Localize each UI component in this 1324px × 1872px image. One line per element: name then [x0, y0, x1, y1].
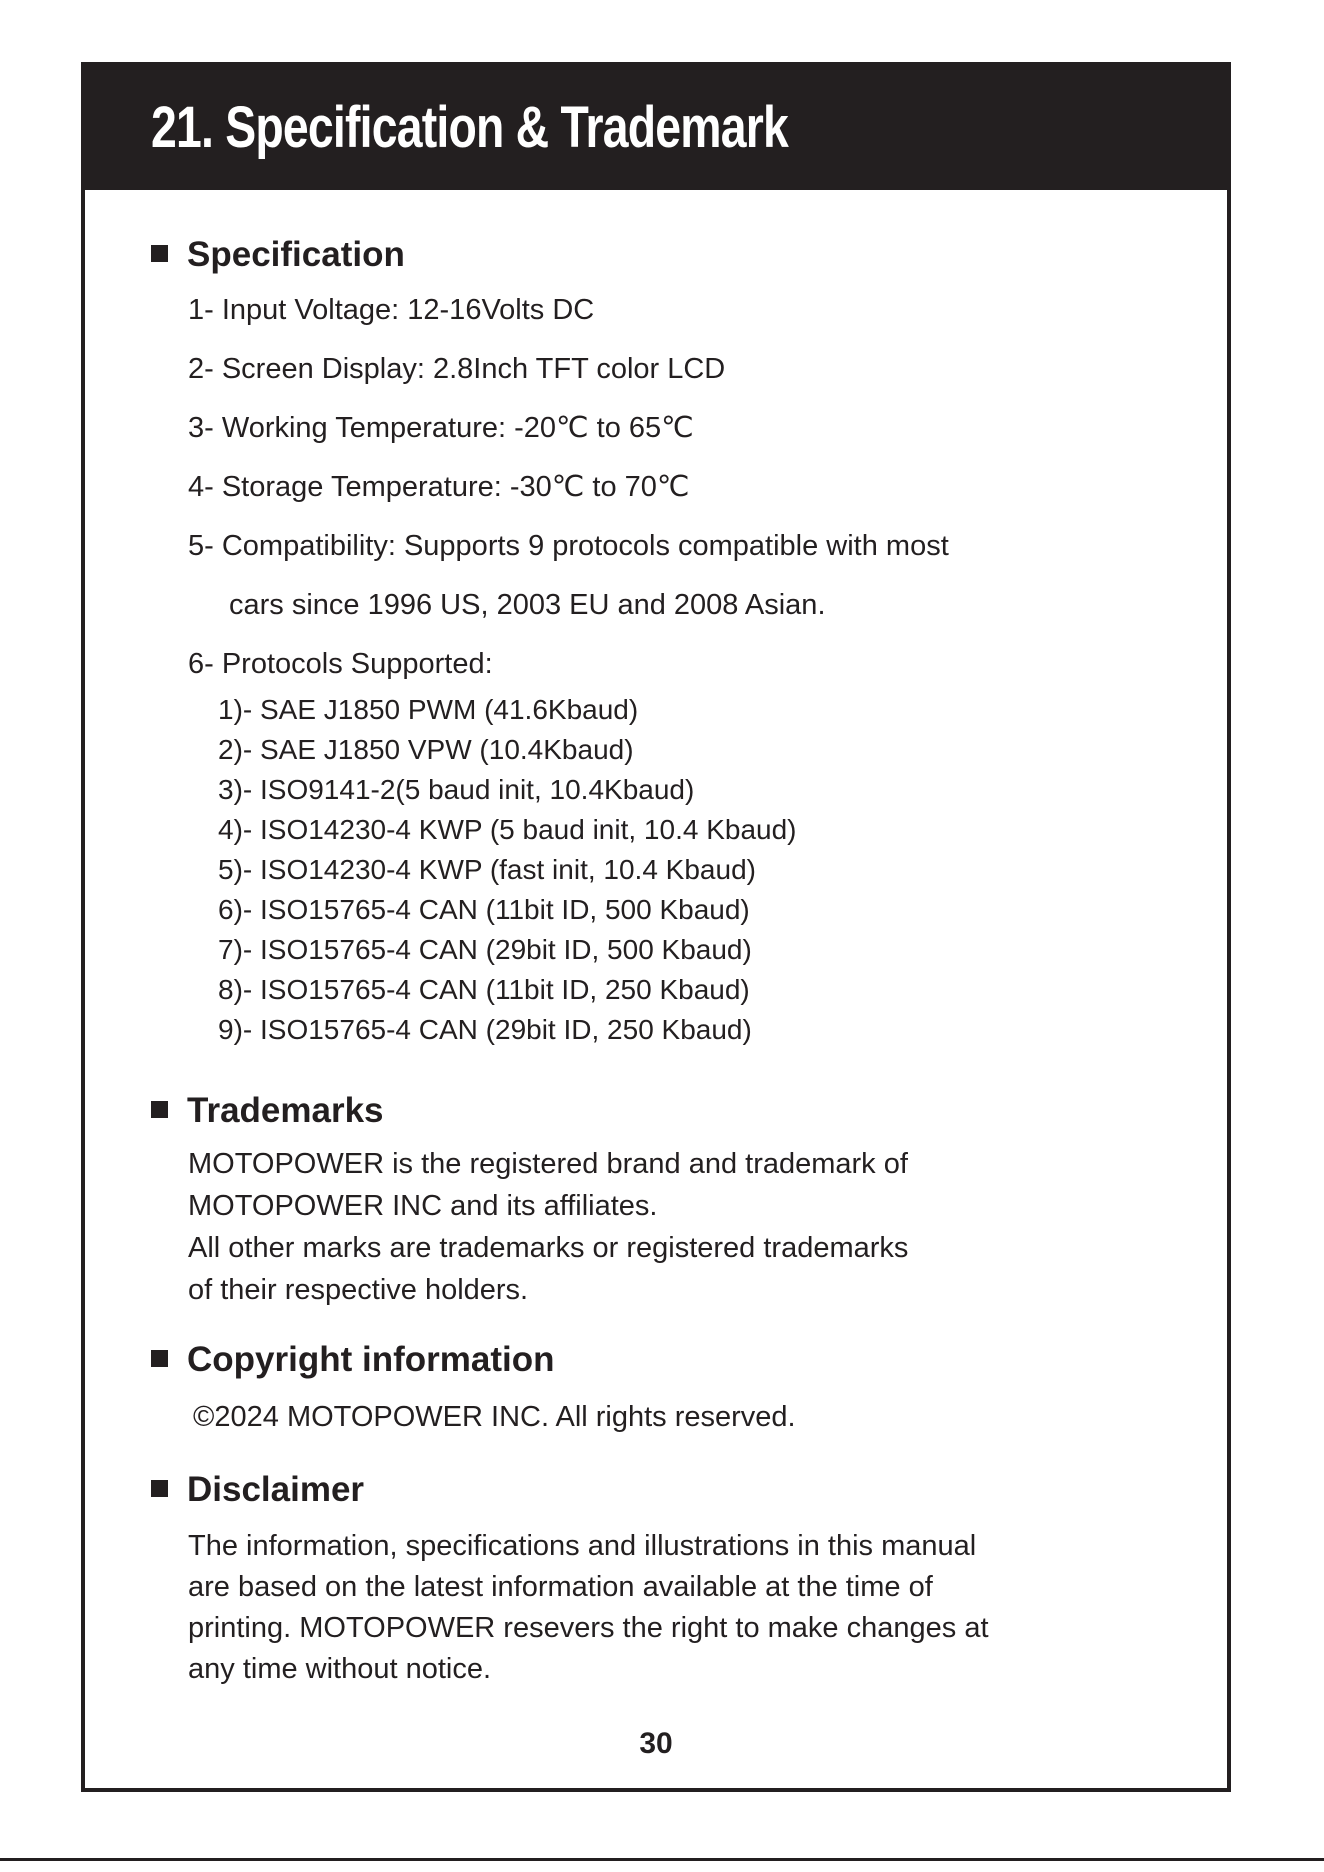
- spec-item: 4- Storage Temperature: -30℃ to 70℃: [188, 471, 690, 503]
- disclaimer-line: are based on the latest information available at the time of: [188, 1571, 933, 1603]
- copyright-text: ©2024 MOTOPOWER INC. All rights reserved.: [193, 1401, 796, 1433]
- protocol-item: 1)- SAE J1850 PWM (41.6Kbaud): [218, 694, 639, 725]
- trademark-line: MOTOPOWER INC and its affiliates.: [188, 1190, 658, 1222]
- page-frame: [81, 62, 1231, 1792]
- disclaimer-line: printing. MOTOPOWER resevers the right to make changes at: [188, 1612, 989, 1644]
- square-bullet-icon: [151, 1480, 168, 1497]
- page-number: 30: [639, 1727, 673, 1760]
- trademark-line: MOTOPOWER is the registered brand and trademark of: [188, 1148, 908, 1180]
- square-bullet-icon: [151, 1101, 168, 1118]
- trademark-line: of their respective holders.: [188, 1274, 529, 1306]
- page-title: 21. Specification & Trademark: [151, 95, 788, 160]
- protocol-item: 2)- SAE J1850 VPW (10.4Kbaud): [218, 734, 634, 765]
- square-bullet-icon: [151, 245, 168, 262]
- protocol-item: 4)- ISO14230-4 KWP (5 baud init, 10.4 Kbaud): [218, 814, 797, 845]
- disclaimer-line: any time without notice.: [188, 1653, 492, 1685]
- spec-item: 2- Screen Display: 2.8Inch TFT color LCD: [188, 353, 726, 385]
- disclaimer-heading: Disclaimer: [151, 1469, 364, 1511]
- protocol-item: 6)- ISO15765-4 CAN (11bit ID, 500 Kbaud): [218, 894, 750, 925]
- square-bullet-icon: [151, 1350, 168, 1367]
- protocol-item: 8)- ISO15765-4 CAN (11bit ID, 250 Kbaud): [218, 974, 750, 1005]
- specification-heading: Specification: [151, 234, 405, 276]
- trademarks-heading: Trademarks: [151, 1090, 384, 1132]
- disclaimer-line: The information, specifications and illustrations in this manual: [188, 1530, 977, 1562]
- protocol-item: 9)- ISO15765-4 CAN (29bit ID, 250 Kbaud): [218, 1014, 752, 1045]
- protocol-item: 3)- ISO9141-2(5 baud init, 10.4Kbaud): [218, 774, 695, 805]
- spec-item: 5- Compatibility: Supports 9 protocols compatible with most: [188, 530, 949, 562]
- spec-item: 3- Working Temperature: -20℃ to 65℃: [188, 412, 694, 444]
- spec-item: 1- Input Voltage: 12-16Volts DC: [188, 294, 595, 326]
- trademark-line: All other marks are trademarks or registered trademarks: [188, 1232, 909, 1264]
- bottom-rule: [0, 1858, 1324, 1861]
- spec-item-continuation: cars since 1996 US, 2003 EU and 2008 Asian.: [229, 589, 826, 621]
- copyright-heading: Copyright information: [151, 1339, 554, 1381]
- spec-item: 6- Protocols Supported:: [188, 648, 493, 680]
- protocol-item: 7)- ISO15765-4 CAN (29bit ID, 500 Kbaud): [218, 934, 752, 965]
- section-header-bar: [85, 66, 1227, 190]
- protocol-item: 5)- ISO14230-4 KWP (fast init, 10.4 Kbaud): [218, 854, 756, 885]
